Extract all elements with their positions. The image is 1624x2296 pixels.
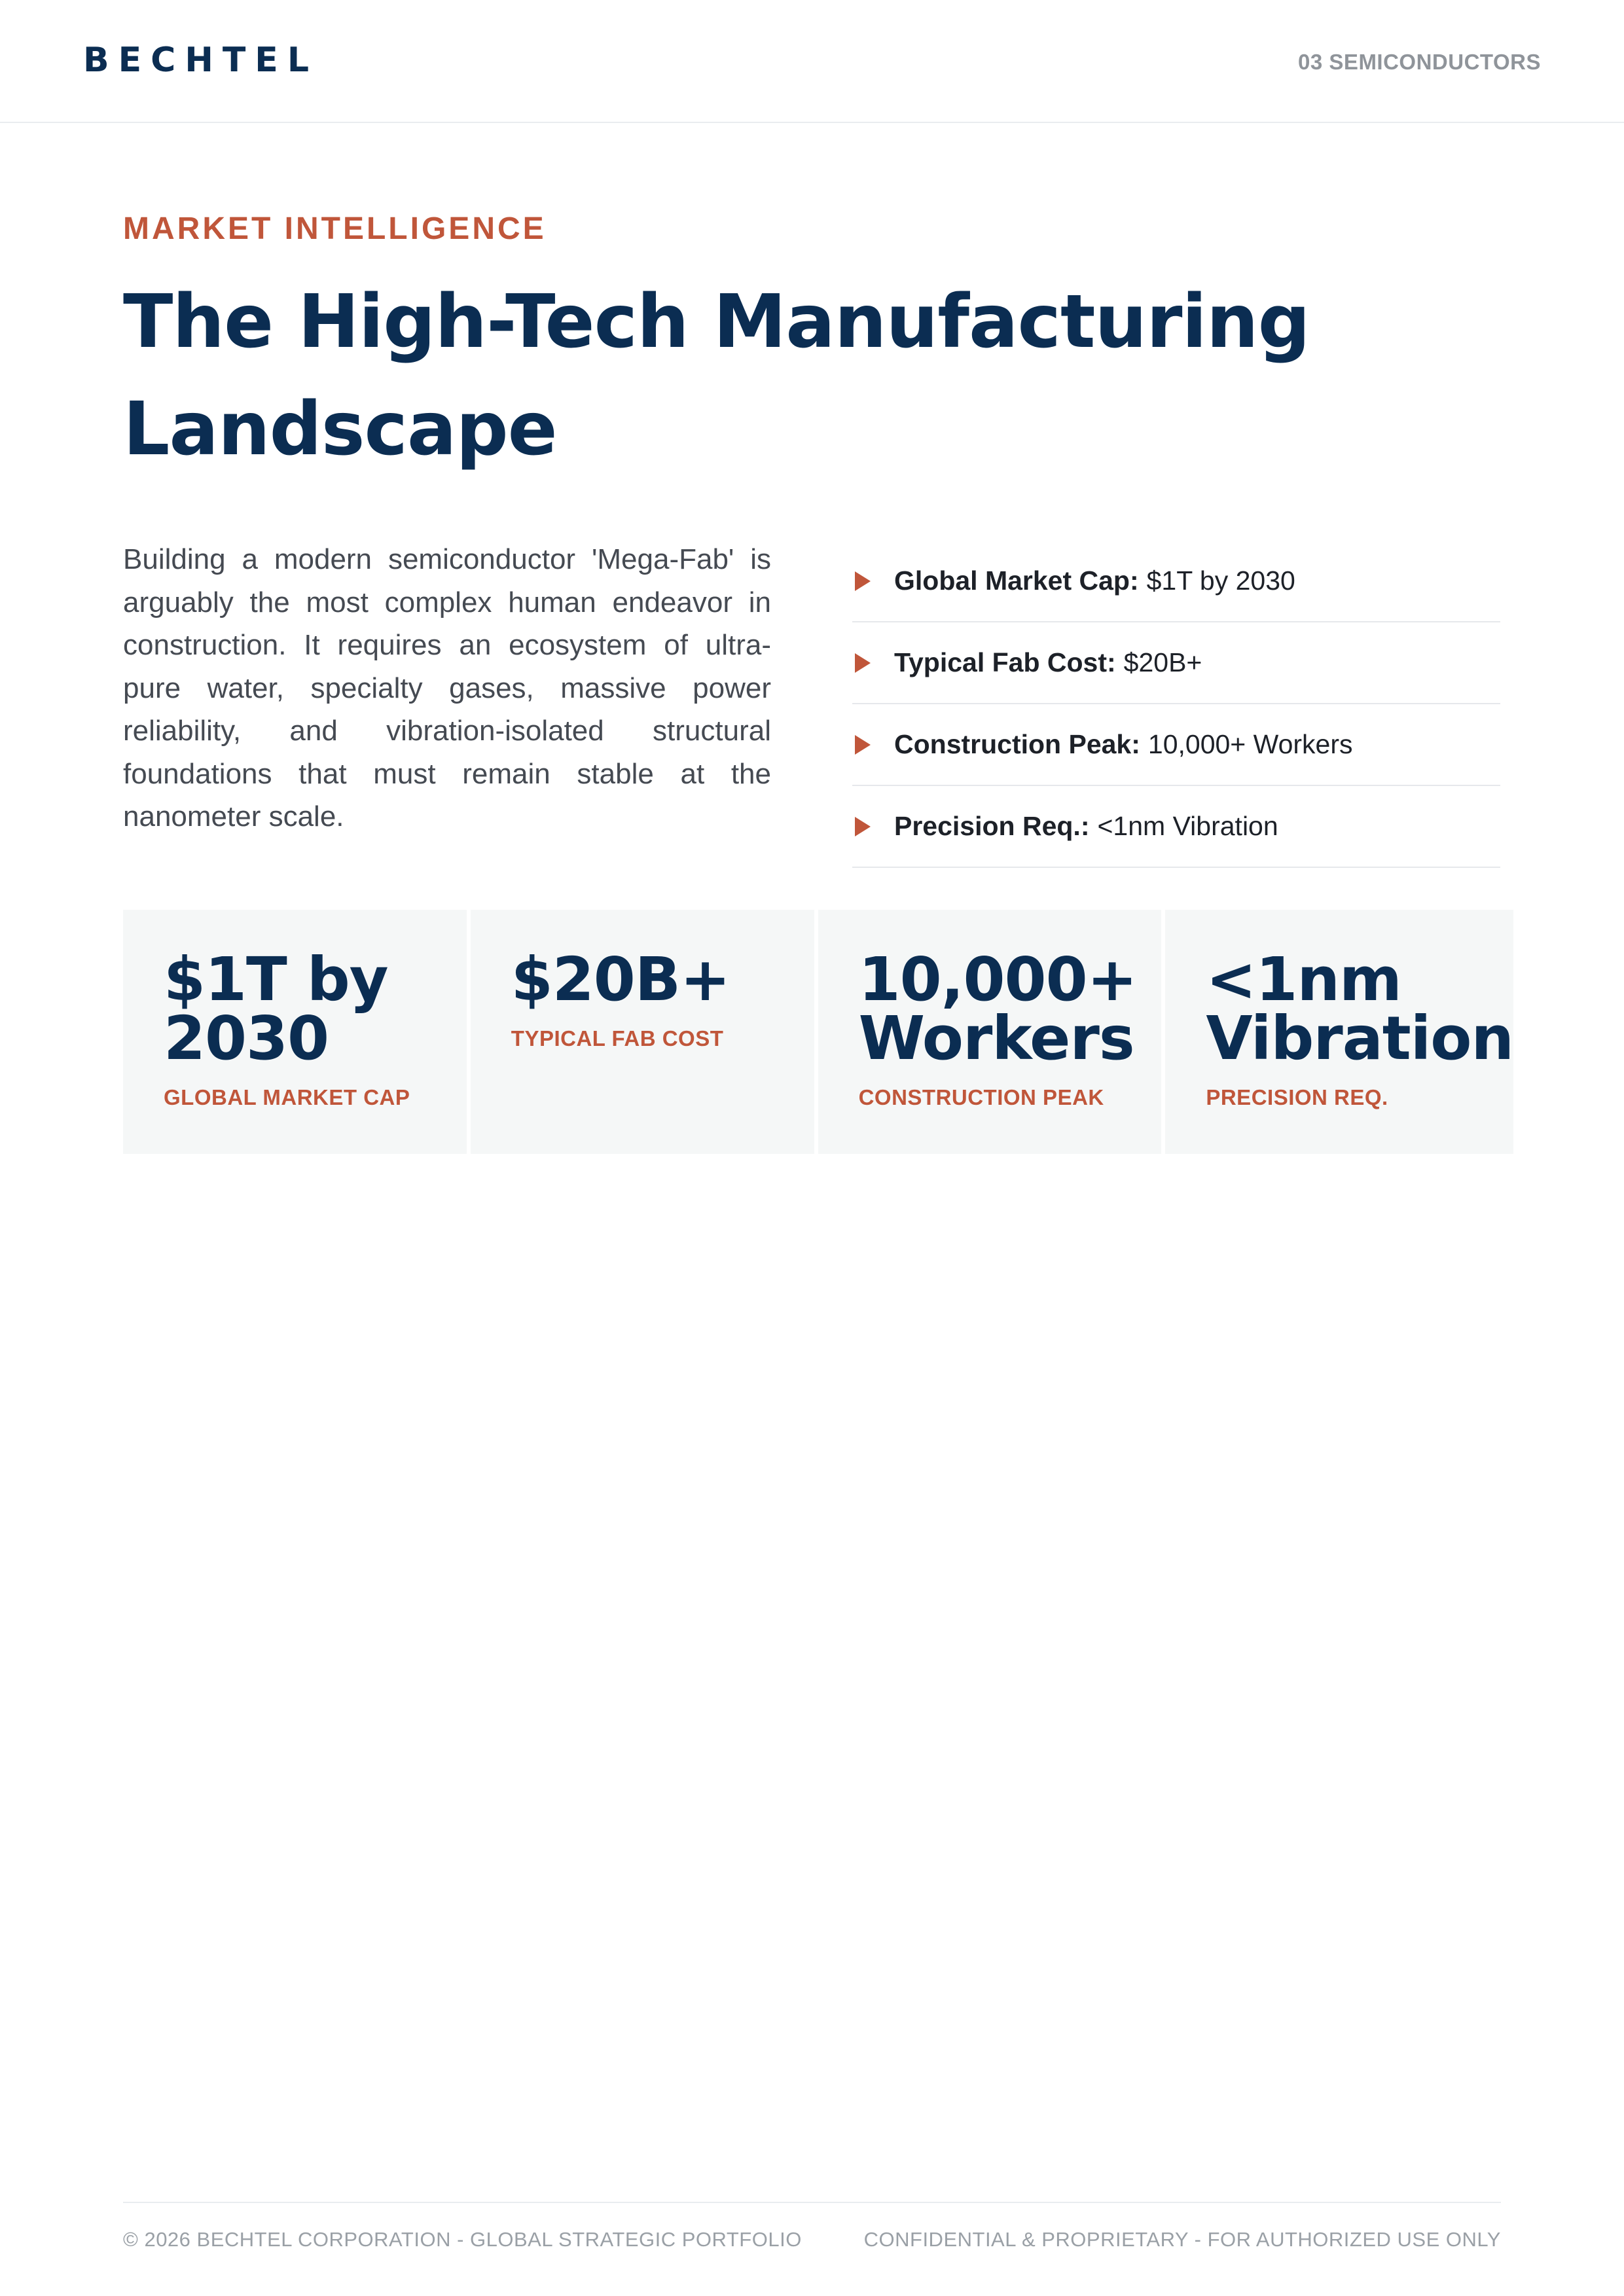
stat-card-market-cap (123, 910, 467, 1154)
page-header (0, 0, 1624, 123)
fact-item-precision (852, 786, 1500, 868)
triangle-bullet-icon (855, 571, 871, 591)
eyebrow-label: MARKET INTELLIGENCE (123, 211, 547, 246)
page-title: The High-Tech Manufacturing Landscape (123, 279, 1310, 472)
footer-divider (123, 2202, 1501, 2203)
stat-value: $20B+ (511, 944, 731, 1014)
stat-card-precision (1165, 910, 1513, 1154)
fact-item-construction-peak (852, 704, 1500, 786)
fact-label: Construction Peak: (894, 729, 1140, 759)
footer-copyright: © 2026 BECHTEL CORPORATION - GLOBAL STRATEGIC PORTFOLIO (123, 2228, 802, 2251)
footer-confidential-notice: CONFIDENTIAL & PROPRIETARY - FOR AUTHORIZED USE ONLY (863, 2228, 1501, 2251)
fact-label: Global Market Cap: (894, 565, 1139, 596)
fact-label: Typical Fab Cost: (894, 647, 1116, 677)
stats-panel (123, 910, 1513, 1154)
fact-value: $20B+ (1123, 647, 1202, 677)
stat-card-construction-peak (818, 910, 1162, 1154)
fact-value: 10,000+ Workers (1147, 729, 1353, 759)
bechtel-logo[interactable]: BECHTEL (83, 41, 318, 80)
triangle-bullet-icon (855, 653, 871, 673)
triangle-bullet-icon (855, 735, 871, 755)
intro-paragraph: Building a modern semiconductor 'Mega-Fab' is arguably the most complex human endeavor in construction. It requires an ecosystem of ultra-pure water, specialty gases, massive power reliability, and vibration-isolated structural foundations that must remain stable at the nanometer scale. (123, 543, 771, 833)
stat-label: TYPICAL FAB COST (511, 1026, 724, 1050)
fact-value: $1T by 2030 (1146, 565, 1295, 596)
stat-label: CONSTRUCTION PEAK (858, 1085, 1104, 1109)
stat-value: $1T by 2030 (164, 944, 388, 1073)
stat-card-fab-cost (471, 910, 814, 1154)
key-facts-list (852, 541, 1500, 868)
triangle-bullet-icon (855, 817, 871, 836)
fact-item-fab-cost (852, 622, 1500, 704)
fact-item-market-cap (852, 541, 1500, 622)
fact-label: Precision Req.: (894, 811, 1090, 841)
fact-value: <1nm Vibration (1097, 811, 1278, 841)
section-label: 03 SEMICONDUCTORS (1298, 50, 1541, 74)
stat-label: GLOBAL MARKET CAP (164, 1085, 410, 1109)
stat-value: <1nm Vibration (1206, 944, 1513, 1073)
stat-label: PRECISION REQ. (1206, 1085, 1388, 1109)
stat-value: 10,000+ Workers (858, 944, 1137, 1073)
